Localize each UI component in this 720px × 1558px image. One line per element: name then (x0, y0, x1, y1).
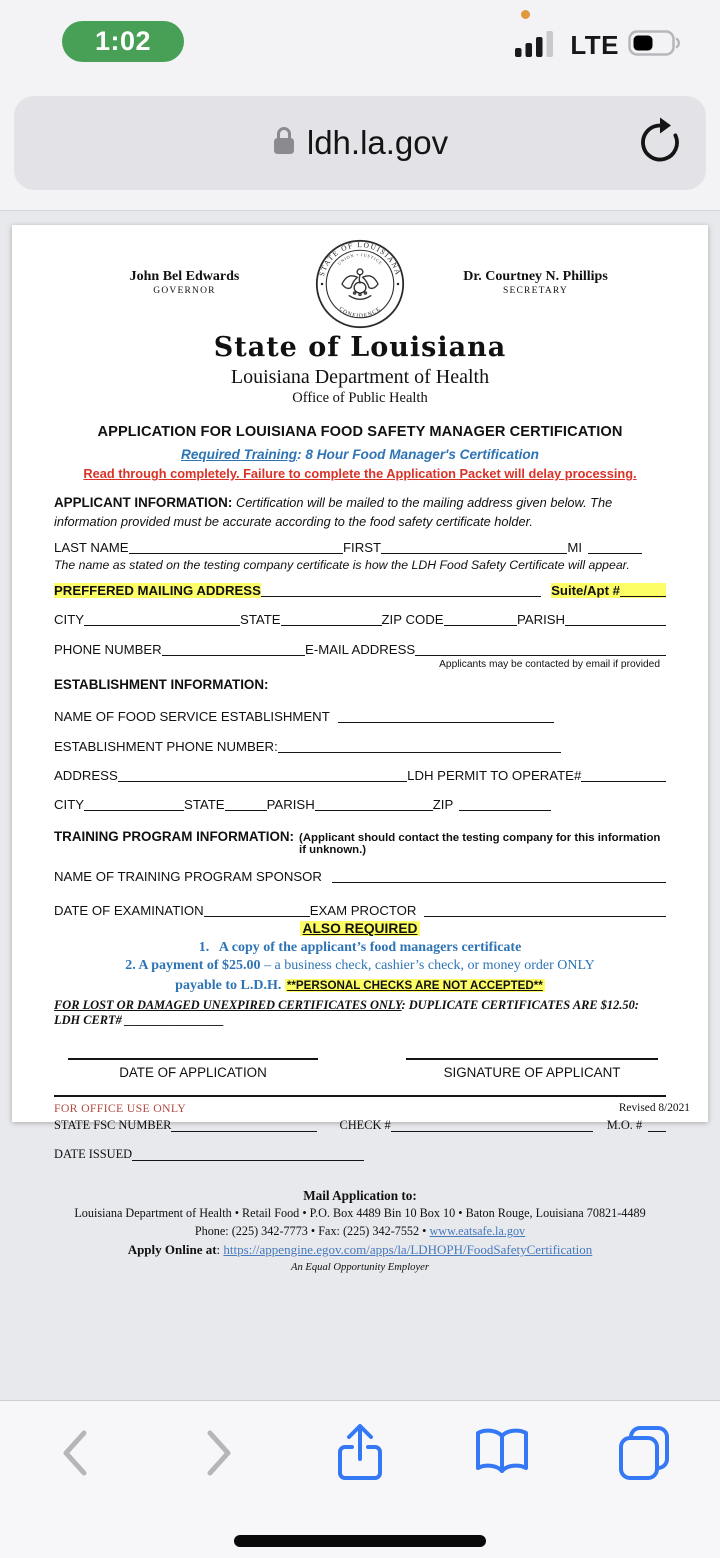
mailing-address-label: PREFFERED MAILING ADDRESS (54, 583, 261, 599)
required-item-2-bold: 2. A payment of $25.00 (125, 958, 261, 974)
required-item-1 (54, 940, 666, 956)
establishment-parish-blank (315, 805, 433, 811)
establishment-name-row (54, 709, 666, 724)
chevron-left-icon (56, 1425, 96, 1481)
url-text: ldh.la.gov (306, 124, 449, 161)
apply-online-label: Apply Online at (127, 1241, 217, 1257)
home-indicator[interactable] (234, 1535, 486, 1547)
tabs-button[interactable] (612, 1421, 676, 1485)
governor-name: John Bel Edwards (129, 269, 240, 284)
mail-phone-line (54, 1223, 666, 1241)
office-use-heading: FOR OFFICE USE ONLY (54, 1101, 187, 1116)
louisiana-state-seal (315, 239, 405, 329)
mailing-address-blank (261, 591, 541, 597)
first-name-label: FIRST (342, 540, 382, 556)
proctor-blank (424, 911, 666, 917)
exam-row (54, 903, 666, 918)
chevron-right-icon (198, 1425, 238, 1481)
email-label: E-MAIL ADDRESS (305, 642, 416, 658)
pdf-document-page (12, 225, 708, 1273)
apply-online-line (54, 1241, 666, 1260)
signature-of-applicant-blank (406, 1058, 658, 1060)
permit-blank (581, 776, 666, 782)
date-of-application-label: DATE OF APPLICATION (119, 1065, 267, 1081)
suite-blank (620, 591, 666, 597)
governor-title: GOVERNOR (153, 286, 216, 296)
required-training-rest: : 8 Hour Food Manager's Certification (297, 447, 539, 462)
signal-strength-icon (515, 27, 561, 64)
date-issued-label: DATE ISSUED (54, 1147, 133, 1162)
seal-top-text: STATE OF LOUISIANA (317, 240, 403, 278)
address-blank (118, 776, 407, 782)
establishment-city-blank (84, 805, 184, 811)
read-through-warning: Read through completely. Failure to complete the Application Packet will delay processing. (83, 466, 637, 481)
establishment-state-blank (225, 805, 267, 811)
establishment-state-label: STATE (184, 797, 225, 813)
establishment-zip-label: ZIP (432, 797, 454, 813)
share-button[interactable] (328, 1421, 392, 1485)
establishment-phone-label: ESTABLISHMENT PHONE NUMBER: (54, 739, 278, 755)
date-issued-blank (132, 1155, 364, 1161)
phone-fax-text: Phone: (225) 342-7773 • Fax: (225) 342-7552 • (194, 1224, 430, 1239)
office-name: Office of Public Health (292, 390, 428, 406)
mail-heading: Mail Application to: (303, 1188, 417, 1204)
share-icon (333, 1421, 387, 1485)
money-order-blank (648, 1126, 666, 1132)
suite-label: Suite/Apt # (551, 583, 620, 599)
payable-text: payable to L.D.H. (175, 978, 285, 994)
revised-date: Revised 8/2021 (618, 1102, 690, 1114)
phone-label: PHONE NUMBER (54, 642, 162, 658)
first-name-blank (381, 548, 567, 554)
date-of-application-block (68, 1058, 318, 1080)
signature-of-applicant-label: SIGNATURE OF APPLICANT (443, 1065, 621, 1081)
state-fsc-label: STATE FSC NUMBER (54, 1118, 172, 1133)
equal-opportunity-line: An Equal Opportunity Employer (291, 1261, 429, 1273)
personal-checks-warning: **PERSONAL CHECKS ARE NOT ACCEPTED** (286, 979, 543, 993)
email-blank (415, 650, 666, 656)
mail-footer (54, 1186, 666, 1275)
lost-certificates-line (54, 998, 666, 1028)
state-title: State of Louisiana (213, 332, 507, 363)
applicant-city-row (54, 612, 666, 627)
applicant-info-heading: APPLICANT INFORMATION: (54, 495, 233, 510)
establishment-phone-row (54, 739, 666, 754)
exam-date-blank (204, 911, 310, 917)
establishment-zip-blank (459, 805, 551, 811)
required-item-2-rest: – a business check, cashier’s check, or money order ONLY (260, 958, 595, 974)
office-use-row (54, 1118, 666, 1133)
parish-label: PARISH (516, 612, 566, 628)
last-name-label: LAST NAME (54, 540, 129, 556)
training-heading-row (54, 829, 666, 856)
application-title: APPLICATION FOR LOUISIANA FOOD SAFETY MANAGER CERTIFICATION (97, 424, 623, 440)
establishment-phone-blank (278, 747, 561, 753)
establishment-city-row (54, 797, 666, 812)
required-training-line (54, 447, 666, 462)
exam-date-label: DATE OF EXAMINATION (54, 903, 204, 919)
signature-row (54, 1058, 666, 1080)
last-name-blank (129, 548, 343, 554)
browser-toolbar (0, 1400, 720, 1558)
also-required-heading-wrap (54, 921, 666, 936)
phone-blank (162, 650, 305, 656)
applicant-info-note: Certification will be mailed to the mailing address given below. The information provided must be accurate according to the food safety certificate holder. (54, 495, 613, 529)
date-issued-row (54, 1147, 666, 1162)
lost-certificates-rest: : DUPLICATE CERTIFICATES ARE $12.50: LDH CERT# ________________ (54, 998, 639, 1028)
establishment-address-row (54, 768, 666, 783)
apply-online-sep: : (216, 1241, 224, 1257)
signature-of-applicant-block (406, 1058, 658, 1080)
governor-block (54, 239, 315, 296)
payable-line (54, 977, 666, 994)
money-order-label: M.O. # (606, 1118, 643, 1133)
establishment-city-label: CITY (54, 797, 85, 813)
city-label: CITY (54, 612, 85, 628)
reload-button[interactable] (638, 117, 682, 170)
secretary-title: SECRETARY (503, 286, 568, 296)
mi-label: MI (567, 540, 582, 556)
training-heading: TRAINING PROGRAM INFORMATION: (54, 829, 295, 845)
establishment-name-label: NAME OF FOOD SERVICE ESTABLISHMENT (54, 709, 330, 725)
back-button[interactable] (44, 1421, 108, 1485)
page-viewport[interactable] (0, 211, 720, 1400)
tabs-icon (615, 1424, 673, 1482)
mailing-address-row (54, 583, 666, 598)
name-row (54, 540, 666, 555)
establishment-heading: ESTABLISHMENT INFORMATION: (54, 677, 269, 693)
secretary-block (405, 239, 666, 296)
proctor-label: EXAM PROCTOR (309, 903, 417, 919)
parish-blank (565, 620, 666, 626)
apply-online-link[interactable]: https://appengine.egov.com/apps/la/LDHOPH/FoodSafetyCertification (223, 1241, 593, 1257)
check-number-blank (391, 1126, 593, 1132)
state-label: STATE (240, 612, 281, 628)
state-fsc-blank (171, 1126, 317, 1132)
suite-group (551, 583, 666, 598)
sponsor-blank (332, 877, 666, 883)
secretary-name: Dr. Courtney N. Phillips (463, 269, 608, 284)
phone-email-row (54, 642, 666, 657)
department-name: Louisiana Department of Health (230, 366, 490, 388)
also-required-heading: ALSO REQUIRED (300, 921, 421, 936)
sponsor-label: NAME OF TRAINING PROGRAM SPONSOR (54, 869, 322, 885)
eatsafe-link[interactable]: www.eatsafe.la.gov (429, 1224, 526, 1239)
bookmarks-button[interactable] (470, 1421, 534, 1485)
office-use-divider (54, 1095, 666, 1097)
required-item-2 (54, 958, 666, 974)
email-note: Applicants may be contacted by email if provided (439, 659, 660, 671)
state-blank (281, 620, 382, 626)
status-bar (0, 0, 720, 88)
zip-label: ZIP CODE (381, 612, 444, 628)
address-bar[interactable] (14, 96, 706, 190)
browser-chrome-top (0, 0, 720, 211)
establishment-name-blank (338, 717, 554, 723)
training-heading-note: (Applicant should contact the testing company for this information if unknown.) (299, 832, 661, 857)
seal-bottom-text: CONFIDENCE (337, 306, 383, 320)
check-number-label: CHECK # (339, 1118, 391, 1133)
date-of-application-blank (68, 1058, 318, 1060)
forward-button[interactable] (186, 1421, 250, 1485)
address-label: ADDRESS (54, 768, 118, 784)
seal-motto-text: UNION • JUSTICE (336, 252, 384, 266)
letterhead (54, 239, 666, 329)
open-book-icon (471, 1426, 533, 1480)
microphone-indicator-dot (521, 10, 530, 19)
city-blank (84, 620, 240, 626)
zip-blank (444, 620, 517, 626)
required-item-1-text: A copy of the applicant’s food managers certificate (218, 940, 522, 956)
mi-blank (588, 548, 642, 554)
establishment-parish-label: PARISH (266, 797, 315, 813)
required-training-label: Required Training (181, 447, 298, 462)
status-time: 1:02 (94, 26, 152, 56)
network-type-label: LTE (570, 30, 619, 60)
active-call-time-pill[interactable] (62, 21, 184, 62)
status-icons (515, 27, 684, 64)
mail-address-line: Louisiana Department of Health • Retail Food • P.O. Box 4489 Bin 10 Box 10 • Baton Rouge, Louisiana 70821-4489 (74, 1206, 646, 1221)
applicant-info-intro (54, 494, 666, 531)
name-note: The name as stated on the testing company certificate is how the LDH Food Safety Certificate will appear. (54, 558, 630, 573)
required-item-1-number: 1. (198, 940, 210, 956)
permit-label: LDH PERMIT TO OPERATE# (407, 768, 582, 784)
lost-certificates-label: FOR LOST OR DAMAGED UNEXPIRED CERTIFICATES ONLY (54, 998, 402, 1013)
battery-icon (628, 28, 684, 63)
lock-icon (272, 124, 296, 162)
sponsor-row (54, 869, 666, 884)
toolbar-buttons (0, 1401, 720, 1485)
